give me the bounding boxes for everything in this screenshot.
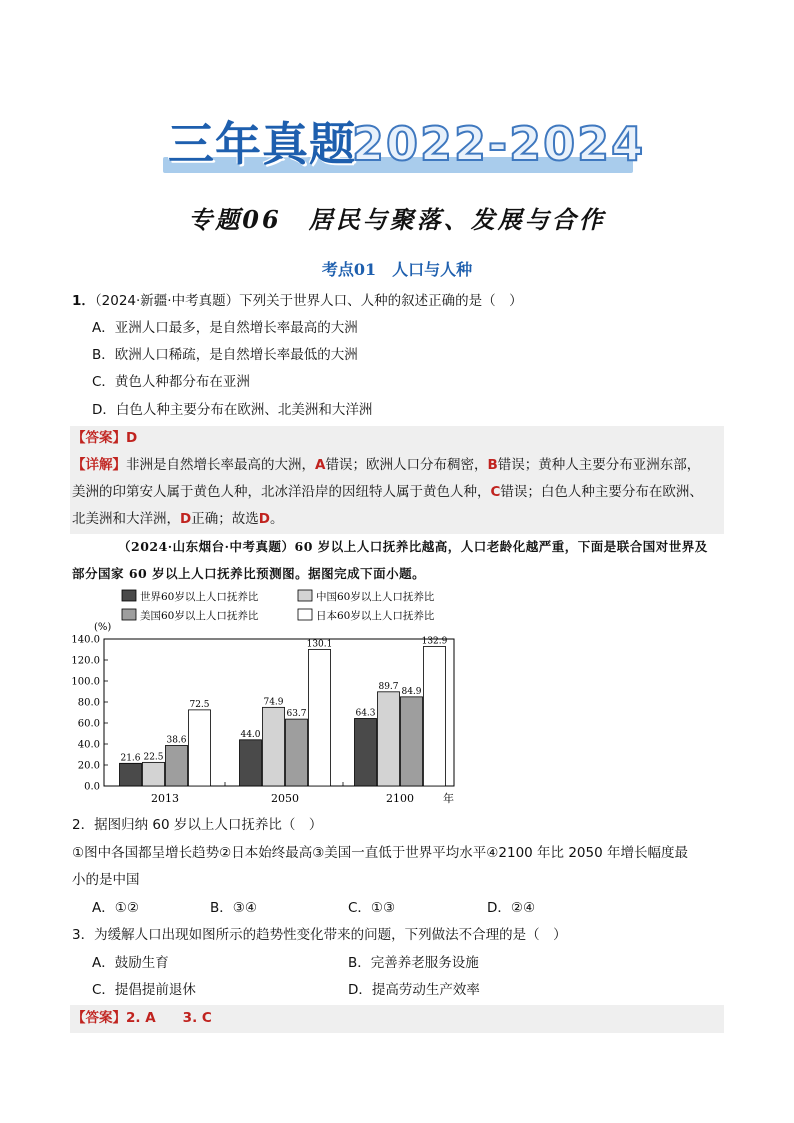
detail-letter: D bbox=[180, 511, 192, 527]
detail-text: 美洲的印第安人属于黄色人种，北冰洋沿岸的因纽特人属于黄色人种， bbox=[72, 484, 491, 500]
banner-title: 三年真题 bbox=[168, 117, 356, 171]
detail-text: 错误；白色人种主要分布在欧洲、 bbox=[500, 484, 703, 500]
detail-letter: D bbox=[258, 511, 270, 527]
detail-text: 。 bbox=[269, 511, 284, 527]
question-1-stem bbox=[72, 291, 523, 311]
y-tick-label: 140.0 bbox=[71, 634, 100, 646]
topic-title: 专题06 居民与聚落、发展与合作 bbox=[188, 205, 606, 234]
x-tick-label: 2100 bbox=[386, 792, 414, 805]
answer-1 bbox=[72, 428, 137, 448]
question-2-option-b: B．③④ bbox=[210, 900, 257, 916]
bar-value-label: 132.9 bbox=[421, 636, 448, 647]
bar-2100-2 bbox=[401, 697, 423, 786]
y-tick-label: 80.0 bbox=[77, 697, 100, 709]
answer-2-3 bbox=[72, 1008, 212, 1028]
detail-text: 错误；黄种人主要分布亚洲东部， bbox=[497, 457, 701, 473]
section-title: 考点01 人口与人种 bbox=[321, 260, 473, 279]
detail-text: 错误；欧洲人口分布稠密， bbox=[325, 457, 488, 473]
question-1-option-b: B．欧洲人口稀疏，是自然增长率最低的大洲 bbox=[92, 347, 358, 363]
x-tick-label: 2050 bbox=[271, 792, 299, 805]
bar-value-label: 89.7 bbox=[378, 681, 399, 692]
question-3-option-c: C．提倡提前退休 bbox=[92, 982, 196, 998]
detail-line-3 bbox=[72, 509, 283, 529]
legend-swatch bbox=[298, 609, 312, 620]
question-1-option-a: A．亚洲人口最多，是自然增长率最高的大洲 bbox=[92, 320, 358, 336]
detail-text: 非洲是自然增长率最高的大洲， bbox=[126, 457, 315, 473]
question-1-text: 下列关于世界人口、人种的叙述正确的是（ ） bbox=[239, 293, 523, 309]
x-tick-label: 2013 bbox=[151, 792, 179, 805]
chart-x-label: 年 bbox=[443, 792, 454, 805]
chart-bars bbox=[120, 636, 448, 786]
bar-2050-2 bbox=[286, 719, 308, 786]
question-3-option-a: A．鼓励生育 bbox=[92, 955, 169, 971]
bar-value-label: 84.9 bbox=[401, 686, 422, 697]
banner-years: 2022-2024 bbox=[352, 117, 646, 171]
question-2-statements-line-2: 小的是中国 bbox=[72, 872, 140, 888]
bar-2050-0 bbox=[240, 740, 262, 786]
answer-2-3-label: 【答案】 bbox=[72, 1010, 126, 1026]
question-3-stem: 3．为缓解人口出现如图所示的趋势性变化带来的问题，下列做法不合理的是（ ） bbox=[72, 927, 567, 943]
question-1-option-d: D．白色人种主要分布在欧洲、北美洲和大洋洲 bbox=[92, 402, 373, 418]
chart-legend bbox=[122, 590, 435, 622]
legend-swatch bbox=[298, 590, 312, 601]
chart-y-axis bbox=[71, 635, 108, 793]
question-2-option-c: C．①③ bbox=[348, 900, 396, 916]
legend-label: 日本60岁以上人口抚养比 bbox=[316, 610, 435, 622]
answer-1-value: D bbox=[126, 430, 138, 446]
chart-y-label: (%) bbox=[94, 622, 112, 633]
detail-label: 【详解】 bbox=[72, 457, 126, 473]
bar-2013-3 bbox=[189, 710, 211, 786]
detail-letter: A bbox=[315, 457, 326, 473]
y-tick-label: 100.0 bbox=[71, 676, 100, 688]
intro-line-1: （2024·山东烟台·中考真题）60 岁以上人口抚养比越高，人口老龄化越严重，下面是联合国对世界及 bbox=[118, 539, 708, 554]
legend-swatch bbox=[122, 590, 136, 601]
bar-value-label: 64.3 bbox=[355, 708, 376, 719]
y-tick-label: 120.0 bbox=[71, 655, 100, 667]
answer-1-label: 【答案】 bbox=[72, 430, 126, 446]
bar-2100-0 bbox=[355, 718, 377, 786]
bar-2013-2 bbox=[166, 745, 188, 786]
y-tick-label: 20.0 bbox=[77, 760, 100, 772]
bar-value-label: 130.1 bbox=[306, 639, 333, 650]
population-dependency-chart bbox=[60, 584, 480, 810]
bar-2013-1 bbox=[143, 762, 165, 786]
legend-label: 中国60岁以上人口抚养比 bbox=[316, 591, 435, 603]
question-2-option-a: A．①② bbox=[92, 900, 139, 916]
intro-line-2: 部分国家 60 岁以上人口抚养比预测图。据图完成下面小题。 bbox=[72, 566, 426, 581]
detail-letter: B bbox=[487, 457, 498, 473]
question-2-option-d: D．②④ bbox=[487, 900, 536, 916]
bar-value-label: 21.6 bbox=[120, 753, 141, 764]
detail-line-1 bbox=[72, 455, 700, 475]
legend-label: 美国60岁以上人口抚养比 bbox=[140, 610, 259, 622]
question-1-source: （2024·新疆·中考真题） bbox=[94, 293, 240, 309]
bar-2100-3 bbox=[424, 646, 446, 786]
detail-text: 北美洲和大洋洲， bbox=[72, 511, 180, 527]
question-1-option-c: C．黄色人种都分布在亚洲 bbox=[92, 374, 250, 390]
question-2-statements-line-1: ①图中各国都呈增长趋势②日本始终最高③美国一直低于世界平均水平④2100 年比 2050 年增长幅度最 bbox=[72, 845, 688, 861]
y-tick-label: 40.0 bbox=[77, 739, 100, 751]
bar-2013-0 bbox=[120, 763, 142, 786]
bar-2050-1 bbox=[263, 707, 285, 786]
legend-label: 世界60岁以上人口抚养比 bbox=[140, 591, 259, 603]
bar-value-label: 74.9 bbox=[263, 697, 284, 708]
bar-value-label: 44.0 bbox=[240, 729, 261, 740]
bar-value-label: 63.7 bbox=[286, 709, 307, 720]
question-2-stem: 2．据图归纳 60 岁以上人口抚养比（ ） bbox=[72, 817, 323, 833]
bar-value-label: 38.6 bbox=[166, 735, 187, 746]
legend-swatch bbox=[122, 609, 136, 620]
detail-text: 正确；故选 bbox=[191, 511, 259, 527]
bar-2100-1 bbox=[378, 692, 400, 786]
y-tick-label: 0.0 bbox=[84, 781, 100, 793]
bar-value-label: 22.5 bbox=[143, 752, 164, 763]
question-3-option-d: D．提高劳动生产效率 bbox=[348, 982, 480, 998]
bar-2050-3 bbox=[309, 649, 331, 786]
question-3-option-b: B．完善养老服务设施 bbox=[348, 955, 479, 971]
detail-line-2 bbox=[72, 482, 703, 502]
answer-2-3-value: 2. A 3. C bbox=[126, 1010, 212, 1026]
y-tick-label: 60.0 bbox=[77, 718, 100, 730]
detail-letter: C bbox=[490, 484, 501, 500]
question-1-number: 1． bbox=[72, 293, 95, 309]
bar-value-label: 72.5 bbox=[189, 699, 210, 710]
